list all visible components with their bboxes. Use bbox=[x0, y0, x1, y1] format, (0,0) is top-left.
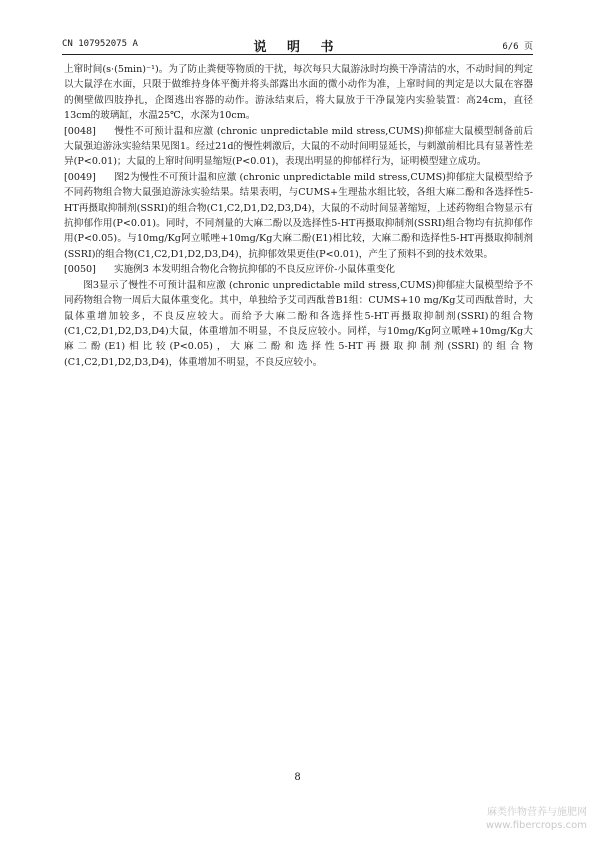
paragraph-text: 图3显示了慢性不可预计温和应激 (chronic unpredictable mild stress,CUMS)抑郁症大鼠模型给予不同药物组合物一周后大鼠体重变化。其中，单独给予艾司西酞普B1组：CUMS+10 mg/Kg艾司西酞普时，大鼠体重增加较多，不良反应较大。而给予大麻二酚和各选择性5-HT再摄取抑制剂(SSRI)的组合物(C1,C2,D1,D2,D3,D4)大鼠，体重增加不明显，不良反应较小。同样，与10mg/Kg阿立哌唑+10mg/Kg大麻二酚(E1)相比较(P<0.05)，大麻二酚和选择性5-HT再摄取抑制剂(SSRI)的组合物(C1,C2,D1,D2,D3,D4)，体重增加不明显，不良反应较小。 bbox=[64, 279, 533, 368]
page-info: 6/6 页 bbox=[502, 42, 533, 52]
paragraph-number: [0050] bbox=[64, 264, 96, 276]
paragraph-text: 图2为慢性不可预计温和应激 (chronic unpredictable mild stress,CUMS)抑郁症大鼠模型给予不同药物组合物大鼠强迫游泳实验结果。结果表明，与CUMS+生理盐水组比较，各组大麻二酚和各选择性5-HT再摄取抑制剂(SSRI)的组合物(C1,C2,D1,D2,D3,D4)，大鼠的不动时间显著缩短，上述药物组合物显示有抗抑郁作用(P<0.01)。同时，不同剂量的大麻二酚以及选择性5-HT再摄取抑制剂(SSRI)组合物均有抗抑郁作用(P<0.05)。与10mg/Kg阿立哌唑+10mg/Kg大麻二酚(E1)相比较，大麻二酚和选择性5-HT再摄取抑制剂(SSRI)的组合物(C1,C2,D1,D2,D3,D4)，抗抑郁效果更佳(P<0.01)，产生了预料不到的技术效果。 bbox=[64, 171, 533, 260]
paragraph-number: [0049] bbox=[64, 171, 96, 183]
document-type-title: 说 明 书 bbox=[253, 40, 342, 55]
watermark-line: 麻类作物营养与施肥网 bbox=[487, 807, 587, 818]
patent-number: CN 107952075 A bbox=[62, 39, 138, 49]
paragraph-text: 上窜时间(s·(5min)⁻¹)。为了防止粪便等物质的干扰，每次每只大鼠游泳时均换干净清洁的水，不动时间的判定以大鼠浮在水面，只限于做维持身体平衡并将头部露出水面的微小动作为准，上窜时间的判定是以大鼠在容器的侧壁做四肢挣扎，企图逃出容器的动作。游泳结束后，将大鼠放于干净鼠笼内实验装置：高24cm，直径13cm的玻璃缸，水温25℃，水深为10cm。 bbox=[64, 64, 533, 122]
watermark-url: www.fibercrops.com bbox=[485, 820, 587, 831]
page-number: 8 bbox=[294, 772, 301, 783]
paragraph-0050 bbox=[64, 262, 533, 277]
paragraph-text: 慢性不可预计温和应激 (chronic unpredictable mild stress,CUMS)抑郁症大鼠模型制备前后大鼠强迫游泳实验结果见图1。经过21d的慢性刺激后，大鼠的不动时间明显延长，与刺激前相比具有显著性差异(P<0.01)；大鼠的上窜时间明显缩短(P<0.01)，表现出明显的抑郁样行为，证明模型建立成功。 bbox=[64, 125, 533, 168]
paragraph-text: 实施例3 本发明组合物化合物抗抑郁的不良反应评价-小鼠体重变化 bbox=[114, 264, 396, 276]
paragraph-continuation bbox=[64, 62, 533, 124]
watermark bbox=[486, 806, 587, 832]
page-header bbox=[62, 36, 533, 55]
paragraph-figure3 bbox=[64, 278, 533, 370]
document-body bbox=[64, 62, 533, 370]
paragraph-number: [0048] bbox=[64, 125, 96, 137]
paragraph-0049 bbox=[64, 170, 533, 262]
paragraph-0048 bbox=[64, 124, 533, 170]
